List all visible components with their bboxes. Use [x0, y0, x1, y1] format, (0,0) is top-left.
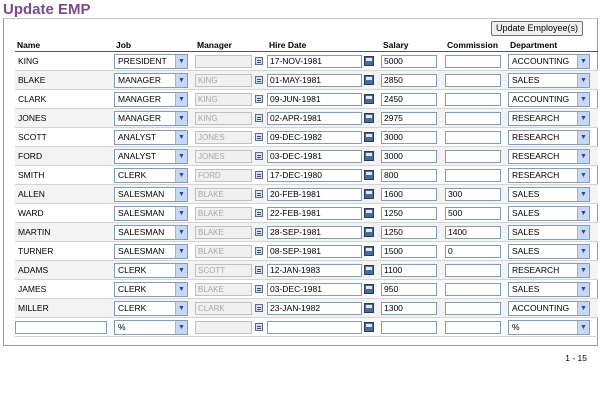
department-select[interactable] — [508, 206, 590, 221]
department-value: SALES — [512, 246, 540, 256]
manager-field: KING — [195, 93, 252, 106]
list-of-values-icon[interactable] — [255, 190, 263, 198]
column-header-job: Job — [114, 38, 195, 52]
department-value: RESEARCH — [512, 132, 560, 142]
chevron-down-icon: ▼ — [577, 55, 589, 68]
commission-field[interactable] — [445, 93, 501, 106]
chevron-down-icon: ▼ — [175, 93, 187, 106]
job-value: CLERK — [118, 265, 147, 275]
hire-date-field[interactable]: 02-APR-1981 — [267, 112, 362, 125]
table-row — [15, 204, 598, 223]
calendar-icon[interactable] — [364, 322, 374, 332]
employee-name: MARTIN — [15, 223, 114, 242]
employee-name: CLARK — [15, 90, 114, 109]
job-value: ANALYST — [118, 132, 157, 142]
department-select[interactable] — [508, 301, 590, 316]
new-manager-field — [195, 321, 252, 334]
list-of-values-icon[interactable] — [255, 76, 263, 84]
new-department-select[interactable] — [508, 320, 590, 335]
hire-date-field[interactable]: 09-JUN-1981 — [267, 93, 362, 106]
new-name-field[interactable] — [15, 321, 107, 334]
chevron-down-icon: ▼ — [175, 302, 187, 315]
commission-field[interactable] — [445, 169, 501, 182]
new-hire-date-field[interactable] — [267, 321, 362, 334]
table-row — [15, 52, 598, 71]
department-select[interactable] — [508, 54, 590, 69]
job-value: CLERK — [118, 284, 147, 294]
salary-field[interactable]: 3000 — [381, 150, 437, 163]
chevron-down-icon: ▼ — [577, 131, 589, 144]
calendar-icon[interactable] — [364, 284, 374, 294]
table-row — [15, 109, 598, 128]
salary-field[interactable]: 5000 — [381, 55, 437, 68]
chevron-down-icon: ▼ — [577, 112, 589, 125]
hire-date-field[interactable]: 23-JAN-1982 — [267, 302, 362, 315]
manager-field — [195, 55, 252, 68]
employee-name: ALLEN — [15, 185, 114, 204]
hire-date-field[interactable]: 03-DEC-1981 — [267, 283, 362, 296]
calendar-icon[interactable] — [364, 303, 374, 313]
commission-field[interactable] — [445, 302, 501, 315]
hire-date-field[interactable]: 28-SEP-1981 — [267, 226, 362, 239]
employee-table — [15, 38, 598, 337]
commission-field[interactable]: 1400 — [445, 226, 501, 239]
department-value: SALES — [512, 284, 540, 294]
commission-field[interactable] — [445, 74, 501, 87]
department-select[interactable] — [508, 130, 590, 145]
calendar-icon[interactable] — [364, 132, 374, 142]
job-select[interactable] — [114, 263, 188, 278]
calendar-icon[interactable] — [364, 265, 374, 275]
list-of-values-icon[interactable] — [255, 304, 263, 312]
hire-date-field[interactable]: 20-FEB-1981 — [267, 188, 362, 201]
employee-name: WARD — [15, 204, 114, 223]
department-value: SALES — [512, 189, 540, 199]
employee-name: SMITH — [15, 166, 114, 185]
chevron-down-icon: ▼ — [175, 150, 187, 163]
department-select[interactable] — [508, 225, 590, 240]
commission-field[interactable]: 300 — [445, 188, 501, 201]
calendar-icon[interactable] — [364, 246, 374, 256]
job-value: SALESMAN — [118, 246, 165, 256]
manager-field: FORD — [195, 169, 252, 182]
list-of-values-icon[interactable] — [255, 323, 263, 331]
list-of-values-icon[interactable] — [255, 285, 263, 293]
list-of-values-icon[interactable] — [255, 57, 263, 65]
update-employees-button[interactable]: Update Employee(s) — [491, 21, 583, 36]
table-row — [15, 147, 598, 166]
employee-name: MILLER — [15, 299, 114, 318]
hire-date-field[interactable]: 12-JAN-1983 — [267, 264, 362, 277]
salary-field[interactable]: 1300 — [381, 302, 437, 315]
chevron-down-icon: ▼ — [175, 188, 187, 201]
calendar-icon[interactable] — [364, 189, 374, 199]
job-value: SALESMAN — [118, 208, 165, 218]
table-row — [15, 90, 598, 109]
chevron-down-icon: ▼ — [175, 112, 187, 125]
department-select[interactable] — [508, 111, 590, 126]
salary-field[interactable]: 950 — [381, 283, 437, 296]
department-select[interactable] — [508, 168, 590, 183]
pagination-range: 1 - 15 — [565, 353, 587, 363]
list-of-values-icon[interactable] — [255, 228, 263, 236]
new-commission-field[interactable] — [445, 321, 501, 334]
job-value: SALESMAN — [118, 189, 165, 199]
table-row — [15, 71, 598, 90]
job-value: ANALYST — [118, 151, 157, 161]
column-header-commission: Commission — [445, 38, 508, 52]
job-value: MANAGER — [118, 113, 161, 123]
calendar-icon[interactable] — [364, 170, 374, 180]
department-value: ACCOUNTING — [512, 56, 570, 66]
job-select[interactable] — [114, 244, 188, 259]
calendar-icon[interactable] — [364, 75, 374, 85]
hire-date-field[interactable]: 03-DEC-1981 — [267, 150, 362, 163]
calendar-icon[interactable] — [364, 113, 374, 123]
employee-name: KING — [15, 52, 114, 71]
list-of-values-icon[interactable] — [255, 171, 263, 179]
chevron-down-icon: ▼ — [577, 283, 589, 296]
department-value: ACCOUNTING — [512, 303, 570, 313]
department-value: RESEARCH — [512, 151, 560, 161]
salary-field[interactable]: 1250 — [381, 207, 437, 220]
hire-date-field[interactable]: 08-SEP-1981 — [267, 245, 362, 258]
list-of-values-icon[interactable] — [255, 209, 263, 217]
calendar-icon[interactable] — [364, 94, 374, 104]
list-of-values-icon[interactable] — [255, 95, 263, 103]
chevron-down-icon: ▼ — [175, 74, 187, 87]
chevron-down-icon: ▼ — [175, 245, 187, 258]
employee-name: ADAMS — [15, 261, 114, 280]
salary-field[interactable]: 800 — [381, 169, 437, 182]
commission-field[interactable] — [445, 55, 501, 68]
chevron-down-icon: ▼ — [577, 207, 589, 220]
employee-name: JONES — [15, 109, 114, 128]
job-select[interactable] — [114, 92, 188, 107]
column-header-manager: Manager — [195, 38, 267, 52]
table-row — [15, 128, 598, 147]
commission-field[interactable]: 500 — [445, 207, 501, 220]
hire-date-field[interactable]: 01-MAY-1981 — [267, 74, 362, 87]
page-title: Update EMP — [3, 1, 91, 18]
commission-field[interactable] — [445, 150, 501, 163]
commission-field[interactable] — [445, 112, 501, 125]
list-of-values-icon[interactable] — [255, 152, 263, 160]
manager-field: CLARK — [195, 302, 252, 315]
salary-field[interactable]: 3000 — [381, 131, 437, 144]
column-header-salary: Salary — [381, 38, 445, 52]
manager-field: BLAKE — [195, 207, 252, 220]
hire-date-field[interactable]: 09-DEC-1982 — [267, 131, 362, 144]
department-select[interactable] — [508, 282, 590, 297]
job-select[interactable] — [114, 111, 188, 126]
salary-field[interactable]: 2850 — [381, 74, 437, 87]
chevron-down-icon: ▼ — [175, 283, 187, 296]
department-select[interactable] — [508, 73, 590, 88]
calendar-icon[interactable] — [364, 56, 374, 66]
column-header-hire-date: Hire Date — [267, 38, 381, 52]
manager-field: BLAKE — [195, 245, 252, 258]
list-of-values-icon[interactable] — [255, 133, 263, 141]
job-select[interactable] — [114, 130, 188, 145]
table-row — [15, 280, 598, 299]
manager-field: SCOTT — [195, 264, 252, 277]
job-select[interactable] — [114, 73, 188, 88]
commission-field[interactable] — [445, 264, 501, 277]
department-select[interactable] — [508, 263, 590, 278]
chevron-down-icon: ▼ — [577, 302, 589, 315]
chevron-down-icon: ▼ — [577, 226, 589, 239]
department-value: SALES — [512, 75, 540, 85]
job-value: SALESMAN — [118, 227, 165, 237]
manager-field: KING — [195, 112, 252, 125]
table-row — [15, 223, 598, 242]
manager-field: JONES — [195, 131, 252, 144]
employee-name: BLAKE — [15, 71, 114, 90]
table-row — [15, 242, 598, 261]
table-header-row — [15, 38, 598, 52]
hire-date-field[interactable]: 17-DEC-1980 — [267, 169, 362, 182]
hire-date-field[interactable]: 17-NOV-1981 — [267, 55, 362, 68]
department-value: RESEARCH — [512, 113, 560, 123]
chevron-down-icon: ▼ — [175, 55, 187, 68]
calendar-icon[interactable] — [364, 208, 374, 218]
calendar-icon[interactable] — [364, 151, 374, 161]
chevron-down-icon: ▼ — [175, 264, 187, 277]
chevron-down-icon: ▼ — [175, 321, 187, 334]
department-value: RESEARCH — [512, 170, 560, 180]
chevron-down-icon: ▼ — [175, 169, 187, 182]
table-row — [15, 185, 598, 204]
chevron-down-icon: ▼ — [577, 321, 589, 334]
job-value: MANAGER — [118, 75, 161, 85]
new-employee-row — [15, 318, 598, 337]
chevron-down-icon: ▼ — [577, 150, 589, 163]
list-of-values-icon[interactable] — [255, 114, 263, 122]
department-value: ACCOUNTING — [512, 94, 570, 104]
department-value: % — [512, 322, 520, 332]
employee-name: JAMES — [15, 280, 114, 299]
chevron-down-icon: ▼ — [577, 93, 589, 106]
salary-field[interactable]: 1100 — [381, 264, 437, 277]
department-select[interactable] — [508, 92, 590, 107]
employee-panel — [3, 18, 598, 363]
table-row — [15, 299, 598, 318]
job-select[interactable] — [114, 225, 188, 240]
commission-field[interactable]: 0 — [445, 245, 501, 258]
employee-name: FORD — [15, 147, 114, 166]
department-select[interactable] — [508, 149, 590, 164]
manager-field: BLAKE — [195, 283, 252, 296]
salary-field[interactable]: 1250 — [381, 226, 437, 239]
new-salary-field[interactable] — [381, 321, 437, 334]
table-row — [15, 166, 598, 185]
job-value: MANAGER — [118, 94, 161, 104]
chevron-down-icon: ▼ — [175, 226, 187, 239]
chevron-down-icon: ▼ — [577, 245, 589, 258]
manager-field: KING — [195, 74, 252, 87]
job-select[interactable] — [114, 187, 188, 202]
chevron-down-icon: ▼ — [577, 169, 589, 182]
job-select[interactable] — [114, 54, 188, 69]
salary-field[interactable]: 2450 — [381, 93, 437, 106]
column-header-name: Name — [15, 38, 114, 52]
salary-field[interactable]: 1600 — [381, 188, 437, 201]
hire-date-field[interactable]: 22-FEB-1981 — [267, 207, 362, 220]
chevron-down-icon: ▼ — [577, 188, 589, 201]
employee-name: SCOTT — [15, 128, 114, 147]
manager-field: JONES — [195, 150, 252, 163]
job-select[interactable] — [114, 301, 188, 316]
list-of-values-icon[interactable] — [255, 266, 263, 274]
chevron-down-icon: ▼ — [175, 131, 187, 144]
chevron-down-icon: ▼ — [577, 264, 589, 277]
department-value: SALES — [512, 227, 540, 237]
job-select[interactable] — [114, 149, 188, 164]
commission-field[interactable] — [445, 131, 501, 144]
list-of-values-icon[interactable] — [255, 247, 263, 255]
job-select[interactable] — [114, 282, 188, 297]
salary-field[interactable]: 2975 — [381, 112, 437, 125]
department-value: RESEARCH — [512, 265, 560, 275]
department-value: SALES — [512, 208, 540, 218]
manager-field: BLAKE — [195, 226, 252, 239]
employee-name: TURNER — [15, 242, 114, 261]
job-value: PRESIDENT — [118, 56, 167, 66]
job-value: CLERK — [118, 170, 147, 180]
job-select[interactable] — [114, 206, 188, 221]
commission-field[interactable] — [445, 283, 501, 296]
department-select[interactable] — [508, 187, 590, 202]
department-select[interactable] — [508, 244, 590, 259]
salary-field[interactable]: 1500 — [381, 245, 437, 258]
new-job-select[interactable] — [114, 320, 188, 335]
calendar-icon[interactable] — [364, 227, 374, 237]
chevron-down-icon: ▼ — [175, 207, 187, 220]
job-select[interactable] — [114, 168, 188, 183]
job-value: % — [118, 322, 126, 332]
chevron-down-icon: ▼ — [577, 74, 589, 87]
column-header-department: Department — [508, 38, 598, 52]
job-value: CLERK — [118, 303, 147, 313]
table-row — [15, 261, 598, 280]
manager-field: BLAKE — [195, 188, 252, 201]
